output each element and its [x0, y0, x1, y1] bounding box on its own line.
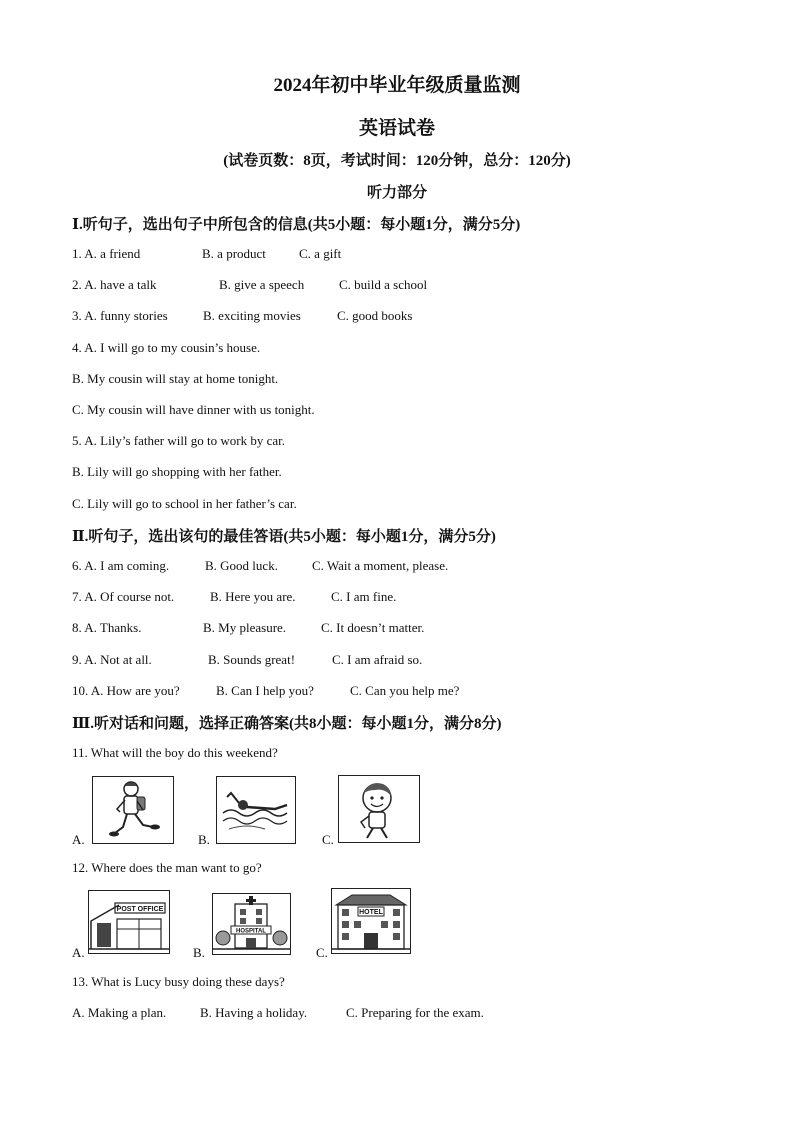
q9-option-c[interactable]: C. I am afraid so.	[332, 652, 423, 667]
q12-label-a[interactable]: A.	[72, 945, 85, 960]
q3-option-b[interactable]: B. exciting movies	[203, 308, 301, 323]
q11-label-c[interactable]: C.	[322, 832, 334, 847]
q6-option-c[interactable]: C. Wait a moment, please.	[312, 558, 449, 573]
q1-option-a[interactable]: 1. A. a friend	[72, 246, 141, 261]
q13-option-a[interactable]: A. Making a plan.	[72, 1005, 167, 1020]
smiling-boy-icon	[339, 776, 419, 842]
hospital-icon	[213, 894, 290, 954]
q4-option-a[interactable]: 4. A. I will go to my cousin’s house.	[72, 340, 261, 355]
q2-option-c[interactable]: C. build a school	[339, 277, 428, 292]
q8-option-c[interactable]: C. It doesn’t matter.	[321, 620, 425, 635]
post-office-icon	[89, 891, 169, 953]
exam-info: (试卷页数：8页，考试时间：120分钟，总分：120分)	[223, 153, 571, 169]
q5-option-a[interactable]: 5. A. Lily’s father will go to work by car.	[72, 433, 286, 448]
q3-option-c[interactable]: C. good books	[337, 308, 413, 323]
q1-option-c[interactable]: C. a gift	[299, 246, 342, 261]
hotel-icon	[332, 889, 410, 953]
q12-picture-a[interactable]	[88, 890, 170, 954]
section-3-heading: Ⅲ.听对话和问题，选择正确答案(共8小题：每小题1分，满分8分)	[72, 716, 502, 732]
q7-option-c[interactable]: C. I am fine.	[331, 589, 397, 604]
q11-picture-a[interactable]	[92, 776, 174, 844]
q2-option-b[interactable]: B. give a speech	[219, 277, 305, 292]
q10-option-a[interactable]: 10. A. How are you?	[72, 683, 180, 698]
q5-option-b[interactable]: B. Lily will go shopping with her father.	[72, 464, 282, 479]
q1-option-b[interactable]: B. a product	[202, 246, 266, 261]
q13-option-b[interactable]: B. Having a holiday.	[200, 1005, 308, 1020]
q7-option-a[interactable]: 7. A. Of course not.	[72, 589, 175, 604]
section-2-heading: Ⅱ.听句子，选出该句的最佳答语(共5小题：每小题1分，满分5分)	[72, 529, 496, 545]
question-12: 12. Where does the man want to go?	[72, 860, 262, 875]
q8-option-a[interactable]: 8. A. Thanks.	[72, 620, 142, 635]
q2-option-a[interactable]: 2. A. have a talk	[72, 277, 157, 292]
q4-option-b[interactable]: B. My cousin will stay at home tonight.	[72, 371, 279, 386]
q10-option-b[interactable]: B. Can I help you?	[216, 683, 314, 698]
q12-label-c[interactable]: C.	[316, 945, 328, 960]
q5-option-c[interactable]: C. Lily will go to school in her father’s car.	[72, 496, 297, 511]
q11-picture-c[interactable]	[338, 775, 420, 843]
q3-option-a[interactable]: 3. A. funny stories	[72, 308, 168, 323]
post-office-sign: POST OFFICE	[116, 906, 164, 913]
q9-option-b[interactable]: B. Sounds great!	[208, 652, 296, 667]
q7-option-b[interactable]: B. Here you are.	[210, 589, 296, 604]
q11-picture-b[interactable]	[216, 776, 296, 844]
hospital-sign: HOSPITAL	[236, 928, 266, 935]
q4-option-c[interactable]: C. My cousin will have dinner with us tonight.	[72, 402, 315, 417]
question-11: 11. What will the boy do this weekend?	[72, 745, 278, 760]
q6-option-a[interactable]: 6. A. I am coming.	[72, 558, 170, 573]
q13-option-c[interactable]: C. Preparing for the exam.	[346, 1005, 484, 1020]
question-13: 13. What is Lucy busy doing these days?	[72, 974, 285, 989]
q12-picture-b[interactable]	[212, 893, 291, 955]
exam-subject: 英语试卷	[358, 118, 435, 139]
part-title: 听力部分	[366, 185, 427, 201]
running-boy-icon	[93, 777, 173, 843]
hotel-sign: HOTEL	[359, 909, 383, 916]
q11-label-b[interactable]: B.	[198, 832, 210, 847]
swimmer-icon	[217, 777, 295, 843]
q10-option-c[interactable]: C. Can you help me?	[350, 683, 460, 698]
q12-label-b[interactable]: B.	[193, 945, 205, 960]
section-1-heading: Ⅰ.听句子，选出句子中所包含的信息(共5小题：每小题1分，满分5分)	[72, 217, 521, 233]
q12-picture-c[interactable]	[331, 888, 411, 954]
q6-option-b[interactable]: B. Good luck.	[205, 558, 278, 573]
exam-title: 2024年初中毕业年级质量监测	[273, 75, 521, 96]
q8-option-b[interactable]: B. My pleasure.	[203, 620, 287, 635]
q9-option-a[interactable]: 9. A. Not at all.	[72, 652, 152, 667]
q11-label-a[interactable]: A.	[72, 832, 85, 847]
